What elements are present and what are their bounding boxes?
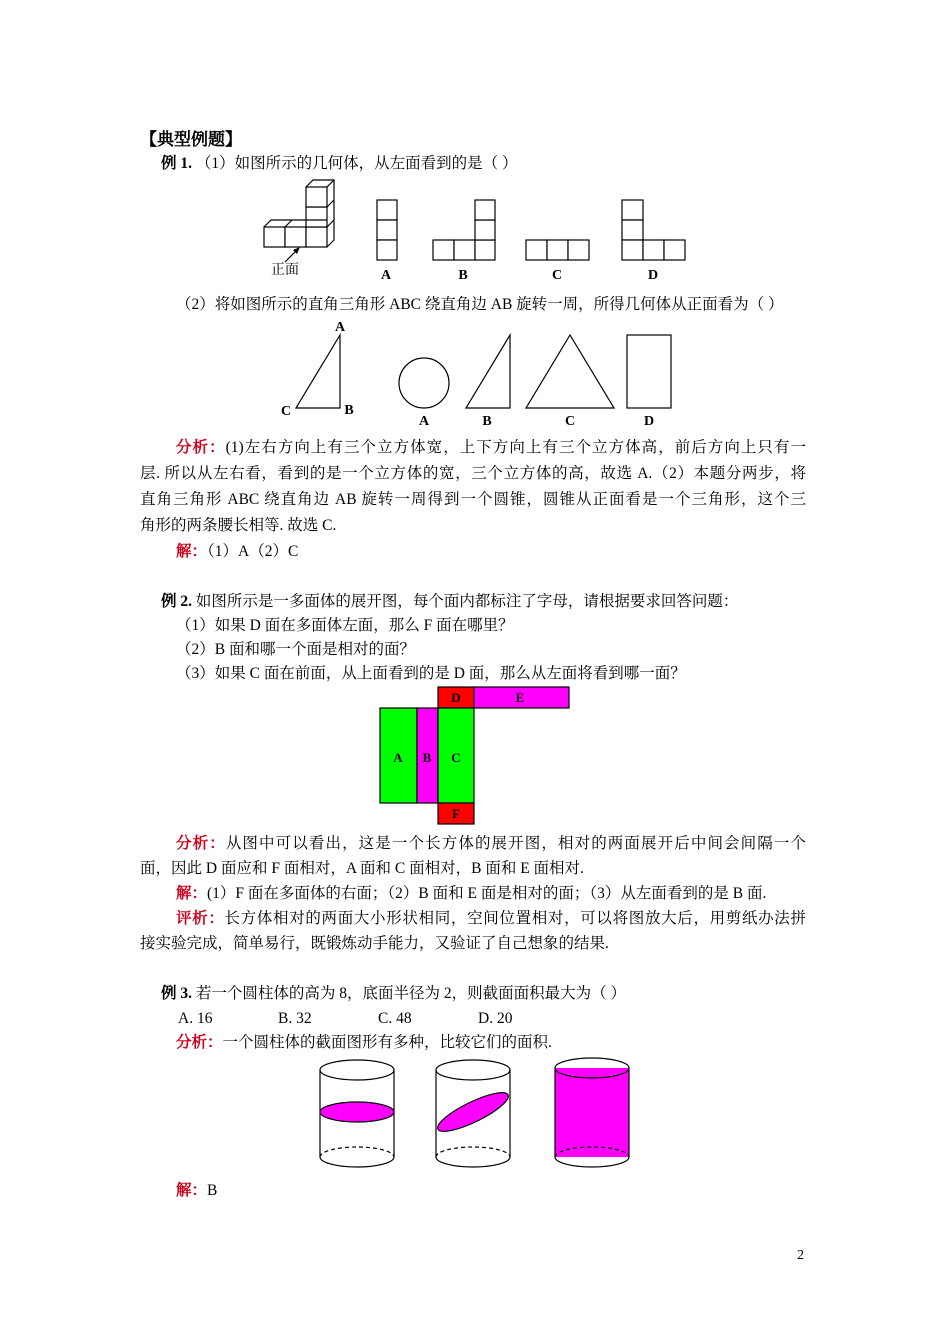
face-d-label: D xyxy=(451,690,461,705)
cylinder-horizontal-section xyxy=(320,1060,394,1167)
face-c-label: C xyxy=(451,750,461,765)
solution-text: B xyxy=(207,1182,218,1199)
example-1-q1-text: （1）如图所示的几何体，从左面看到的是（ ） xyxy=(195,155,518,172)
solution-label: 解： xyxy=(176,543,208,560)
example-2-q3: （3）如果 C 面在前面，从上面看到的是 D 面，那么从左面将看到哪一面？ xyxy=(176,665,686,682)
face-f-label: F xyxy=(452,806,460,821)
face-a-label: A xyxy=(393,750,403,765)
choice-label-d: D xyxy=(647,268,659,283)
example-3-question-text: 若一个圆柱体的高为 8，底面半径为 2，则截面面积最大为（ ） xyxy=(195,985,627,1002)
vertex-b-label: B xyxy=(344,403,354,418)
choice-label-a: A xyxy=(380,268,392,283)
option-b: B. 32 xyxy=(278,1010,312,1027)
option-a: A. 16 xyxy=(178,1010,213,1027)
comment-label: 评析： xyxy=(176,910,225,927)
analysis-label: 分析： xyxy=(176,835,226,852)
example-1-label: 例 1. xyxy=(161,155,193,172)
example-2-label: 例 2. xyxy=(161,593,193,610)
example-2-q1: （1）如果 D 面在多面体左面，那么 F 面在哪里？ xyxy=(176,617,514,634)
face-e-label: E xyxy=(515,690,525,705)
vertex-c-label: C xyxy=(280,404,292,419)
vertex-a-label: A xyxy=(334,320,346,335)
cylinder-axial-section xyxy=(555,1058,629,1167)
choice-label-c: C xyxy=(551,268,563,283)
analysis-text: (1)左右方向上有三个立方体宽，上下方向上有三个立方体高，前后方向上只有一 xyxy=(225,439,806,456)
choice-label-b: B xyxy=(458,268,468,283)
example-2-intro-text: 如图所示是一多面体的展开图，每个面内都标注了字母，请根据要求回答问题： xyxy=(195,593,739,610)
analysis-label: 分析： xyxy=(176,1034,223,1051)
option-c: C. 48 xyxy=(378,1010,412,1027)
solution-label: 解： xyxy=(176,1182,208,1199)
choice-label-a: A xyxy=(418,414,430,429)
page-number: 2 xyxy=(797,1248,804,1263)
example-1-analysis-line-4: 角形的两条腰长相等. 故选 C. xyxy=(140,517,337,534)
cylinder-oblique-section xyxy=(434,1060,513,1167)
solution-text: (1）F 面在多面体的右面；（2）B 面和 E 面是相对的面；（3）从左面看到的是 B 面. xyxy=(207,885,767,902)
analysis-text: 从图中可以看出，这是一个长方体的展开图，相对的两面展开后中间会间隔一个 xyxy=(225,835,806,852)
example-1-analysis-line-2: 层. 所以从左右看，看到的是一个立方体的宽，三个立方体的高，故选 A.（2）本题分两步，将 xyxy=(140,465,806,482)
example-1-question-2: （2）将如图所示的直角三角形 ABC 绕直角边 AB 旋转一周，所得几何体从正面看为（ ） xyxy=(176,296,784,313)
option-d: D. 20 xyxy=(478,1010,513,1027)
solution-label: 解： xyxy=(176,885,208,902)
choice-label-d: D xyxy=(643,414,655,429)
front-label: 正面 xyxy=(271,263,299,278)
face-b-label: B xyxy=(422,750,432,765)
solution-text: （1）A（2）C xyxy=(207,543,299,560)
comment-text: 长方体相对的两面大小形状相同，空间位置相对，可以将图放大后，用剪纸办法拼 xyxy=(224,910,806,927)
example-2-comment-line-2: 接实验完成，简单易行，既锻炼动手能力，又验证了自己想象的结果. xyxy=(140,935,609,952)
example-3-solution xyxy=(176,1180,217,1202)
analysis-text: 一个圆柱体的截面图形有多种，比较它们的面积. xyxy=(222,1034,552,1051)
choice-label-b: B xyxy=(482,414,492,429)
example-1-analysis-line-3: 直角三角形 ABC 绕直角边 AB 旋转一周得到一个圆锥，圆锥从正面看是一个三角形，这个三 xyxy=(140,491,806,508)
choice-label-c: C xyxy=(564,414,576,429)
analysis-label: 分析： xyxy=(176,439,226,456)
example-2-q2: （2）B 面和哪一个面是相对的面？ xyxy=(176,641,415,658)
section-title: 【典型例题】 xyxy=(140,130,242,149)
example-2-analysis-line-2: 面，因此 D 面应和 F 面相对，A 面和 C 面相对，B 面和 E 面相对. xyxy=(140,860,584,877)
example-3-label: 例 3. xyxy=(161,985,193,1002)
